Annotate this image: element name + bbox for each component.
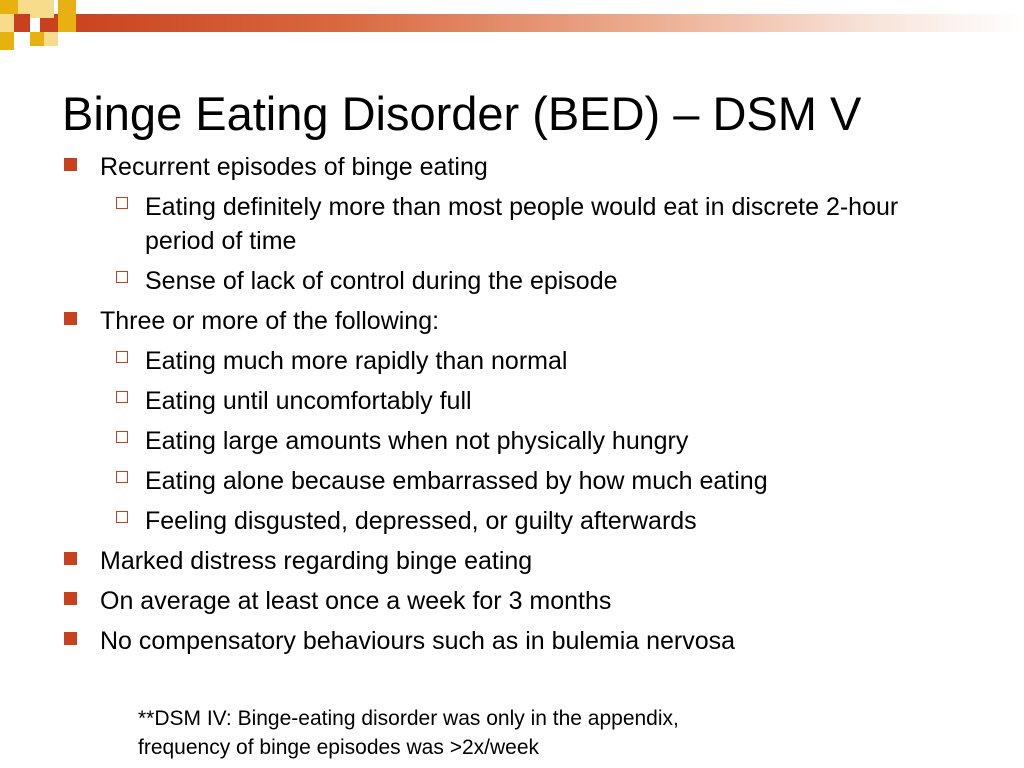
hollow-square-bullet-icon [116,197,128,209]
footnote [138,704,858,762]
sub-bullet-text: Eating until uncomfortably full [145,387,472,415]
decor-square [14,14,30,32]
sub-bullet-text: Eating large amounts when not physically hungry [145,427,689,455]
sub-bullet-item [62,384,962,418]
decor-square [0,14,14,32]
hollow-square-bullet-icon [116,431,128,443]
decor-square [58,14,76,32]
decor-square [44,32,58,46]
hollow-square-bullet-icon [116,351,128,363]
footnote-line: **DSM IV: Binge-eating disorder was only in the appendix, [138,707,679,730]
bullet-text: Recurrent episodes of binge eating [100,153,488,181]
sub-bullet-text: Eating alone because embarrassed by how much eating [145,467,768,495]
bullet-text: No compensatory behaviours such as in bulemia nervosa [100,627,736,655]
hollow-square-bullet-icon [116,511,128,523]
sub-bullet-text: Eating definitely more than most people would eat in discrete 2-hour period of time [145,193,899,255]
decor-square [36,0,54,18]
header-gradient-band [40,14,1024,32]
square-bullet-icon [64,592,77,605]
hollow-square-bullet-icon [116,391,128,403]
bullet-list [62,150,962,664]
decor-square [0,32,14,50]
hollow-square-bullet-icon [116,271,128,283]
hollow-square-bullet-icon [116,471,128,483]
square-bullet-icon [64,158,77,171]
bullet-item [62,624,962,658]
bullet-item [62,544,962,578]
bullet-item [62,150,962,184]
sub-bullet-item [62,464,962,498]
square-bullet-icon [64,632,77,645]
bullet-text: Three or more of the following: [100,307,440,335]
sub-bullet-text: Sense of lack of control during the episode [145,267,618,295]
slide-title: Binge Eating Disorder (BED) – DSM V [62,87,862,140]
footnote-line: frequency of binge episodes was >2x/week [138,736,539,759]
sub-bullet-text: Feeling disgusted, depressed, or guilty afterwards [145,507,697,535]
sub-bullet-text: Eating much more rapidly than normal [145,347,568,375]
bullet-text: Marked distress regarding binge eating [100,547,533,575]
bullet-text: On average at least once a week for 3 months [100,587,612,615]
sub-bullet-item [62,504,962,538]
sub-bullet-item [62,190,962,258]
bullet-item [62,304,962,338]
square-bullet-icon [64,312,77,325]
decor-square [30,32,44,46]
sub-bullet-item [62,344,962,378]
sub-bullet-item [62,424,962,458]
bullet-item [62,584,962,618]
sub-bullet-item [62,264,962,298]
square-bullet-icon [64,552,77,565]
